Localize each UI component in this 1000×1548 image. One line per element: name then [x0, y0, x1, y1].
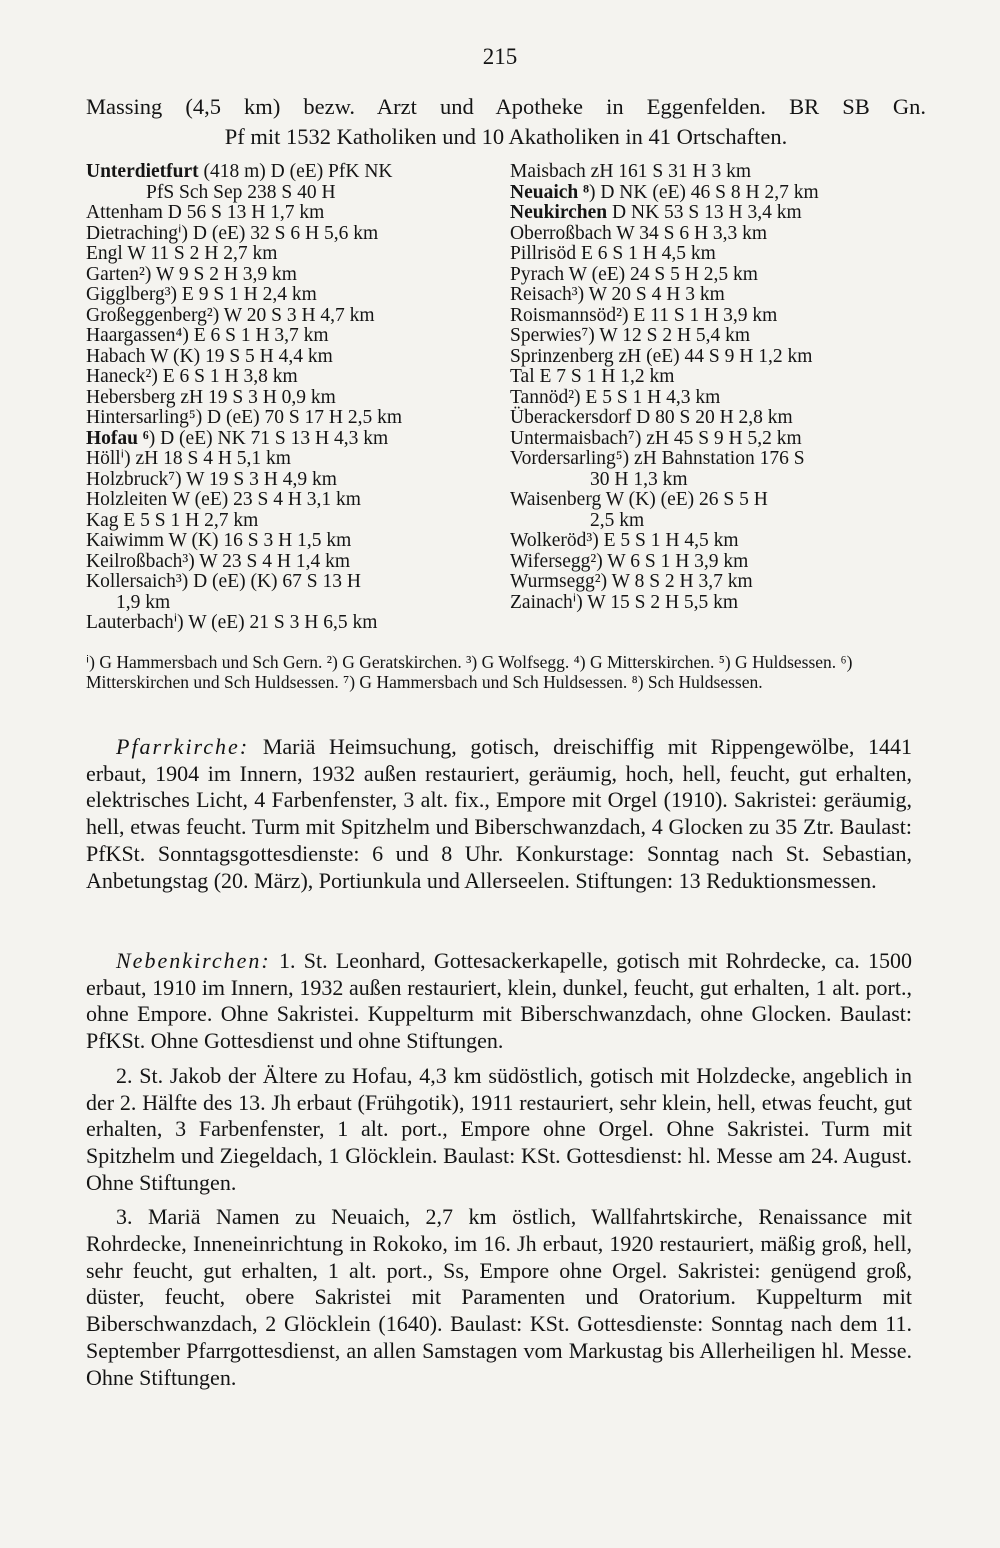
list-item: Tal E 7 S 1 H 1,2 km	[510, 366, 675, 387]
list-item: Wolkeröd³) E 5 S 1 H 4,5 km	[510, 530, 739, 551]
list-item: Gigglberg³) E 9 S 1 H 2,4 km	[86, 284, 317, 305]
list-item: Pyrach W (eE) 24 S 5 H 2,5 km	[510, 263, 758, 285]
list-item: Keilroßbach³) W 23 S 4 H 1,4 km	[86, 550, 351, 572]
list-item: Überackersdorf D 80 S 20 H 2,8 km	[510, 407, 793, 428]
list-item: Reisach³) W 20 S 4 H 3 km	[510, 284, 725, 305]
intro-line-1: Massing (4,5 km) bezw. Arzt und Apotheke in Eggenfelden. BR SB Gn.	[86, 94, 926, 119]
list-item: Habach W (K) 19 S 5 H 4,4 km	[86, 345, 333, 367]
section-label: Pfarrkirche:	[116, 734, 250, 759]
list-item: Hintersarling⁵) D (eE) 70 S 17 H 2,5 km	[86, 407, 403, 428]
list-item: Neuaich ⁸) D NK (eE) 46 S 8 H 2,7 km	[510, 181, 819, 203]
list-item: Engl W 11 S 2 H 2,7 km	[86, 243, 278, 264]
list-item: Attenham D 56 S 13 H 1,7 km	[86, 202, 325, 223]
paragraph: 3. Mariä Namen zu Neuaich, 2,7 km östlich, Wallfahrtskirche, Renaissance mit Rohrdecke, Inneneinrichtung in Rokoko, im 16. Jh erbaut, 1920 restauriert, mäßig groß, hell, sehr feucht, gut erhalten, 1 alt. port., Ss, Empore ohne Orgel. Sakristei: genügend groß, düster, feucht, obere Sakristei mit Paramenten und Oratorium. Kuppelturm mit Biberschwanzdach, 2 Glöcklein (1640). Baulast: KSt. Gottesdienste: Sonntag nach dem 11. September Pfarrgottesdienst, an allen Samstagen vom Markustag bis Allerheiligen hl. Messe. Ohne Stiftungen.	[86, 1204, 912, 1390]
footnotes: ⁱ) G Hammersbach und Sch Gern. ²) G Geratskirchen. ³) G Wolfsegg. ⁴) G Mitterskirchen. ⁵) G Huldsessen. ⁶) Mitterskirchen und Sch Huldsessen. ⁷) G Hammersbach und Sch Huldsessen. ⁸) Sch Huldsessen.	[86, 652, 853, 692]
locality-list-left	[86, 162, 506, 634]
list-item: Hebersberg zH 19 S 3 H 0,9 km	[86, 386, 336, 408]
list-item: Höllⁱ) zH 18 S 4 H 5,1 km	[86, 448, 291, 469]
intro-line-2: Pf mit 1532 Katholiken und 10 Akatholiken in 41 Ortschaften.	[224, 124, 788, 149]
list-item: Großeggenberg²) W 20 S 3 H 4,7 km	[86, 304, 375, 326]
list-item: Roismannsöd²) E 11 S 1 H 3,9 km	[510, 304, 778, 326]
list-item: Haneck²) E 6 S 1 H 3,8 km	[86, 366, 298, 387]
pfarrkirche-paragraph	[86, 734, 912, 894]
locality-name-bold: Unterdietfurt	[86, 161, 199, 182]
list-item: Unterdietfurt (418 m) D (eE) PfK NK	[86, 161, 393, 182]
list-item: Kaiwimm W (K) 16 S 3 H 1,5 km	[86, 530, 352, 551]
list-item: Vordersarling⁵) zH Bahnstation 176 S	[510, 448, 805, 469]
list-item: Pillrisöd E 6 S 1 H 4,5 km	[510, 243, 716, 264]
list-item: Kollersaich³) D (eE) (K) 67 S 13 H	[86, 571, 361, 592]
locality-name-bold: Hofau ⁶	[86, 427, 149, 449]
list-item: Holzleiten W (eE) 23 S 4 H 3,1 km	[86, 489, 361, 510]
locality-name-bold: Neukirchen	[510, 202, 608, 223]
list-item: Oberroßbach W 34 S 6 H 3,3 km	[510, 222, 768, 244]
nebenkirchen-section	[86, 948, 912, 1391]
locality-list-right	[510, 162, 930, 613]
list-item: Garten²) W 9 S 2 H 3,9 km	[86, 263, 297, 285]
paragraph: 2. St. Jakob der Ältere zu Hofau, 4,3 km südöstlich, gotisch mit Holzdecke, angeblich in der 2. Hälfte des 13. Jh erbaut (Frühgotik), 1911 restauriert, sehr klein, hell, etwas feucht, gut erhalten, 3 Farbenfenster, 1 alt. port., Empore ohne Orgel. Ohne Sakristei. Turm mit Spitzhelm und Ziegeldach, 1 Glöcklein. Baulast: KSt. Gottesdienst: hl. Messe am 24. August. Ohne Stiftungen.	[86, 1062, 912, 1195]
page-number: 215	[482, 44, 518, 69]
list-item: Dietrachingⁱ) D (eE) 32 S 6 H 5,6 km	[86, 222, 379, 244]
list-item: Haargassen⁴) E 6 S 1 H 3,7 km	[86, 325, 329, 346]
list-item: Untermaisbach⁷) zH 45 S 9 H 5,2 km	[510, 427, 802, 449]
list-item-continuation: 1,9 km	[116, 591, 171, 613]
list-item: Hofau ⁶) D (eE) NK 71 S 13 H 4,3 km	[86, 427, 389, 449]
locality-name-bold: Neuaich ⁸	[510, 181, 589, 203]
list-item: Tannöd²) E 5 S 1 H 4,3 km	[510, 386, 721, 408]
list-item-continuation: 30 H 1,3 km	[590, 468, 688, 490]
section-label: Nebenkirchen:	[116, 948, 271, 973]
list-item-continuation: 2,5 km	[590, 509, 645, 531]
list-item: Neukirchen D NK 53 S 13 H 3,4 km	[510, 202, 802, 223]
list-item: Sprinzenberg zH (eE) 44 S 9 H 1,2 km	[510, 345, 813, 367]
paragraph	[86, 948, 912, 1055]
list-item: Wurmsegg²) W 8 S 2 H 3,7 km	[510, 571, 753, 592]
parish-intro	[86, 92, 926, 152]
list-item: Wifersegg²) W 6 S 1 H 3,9 km	[510, 550, 749, 572]
list-item: Zainachⁱ) W 15 S 2 H 5,5 km	[510, 591, 739, 613]
list-item: Lauterbachⁱ) W (eE) 21 S 3 H 6,5 km	[86, 612, 378, 633]
paragraph-text: Mariä Heimsuchung, gotisch, dreischiffig mit Rippengewölbe, 1441 erbaut, 1904 im Innern, 1932 außen restauriert, geräumig, hoch, hell, feucht, gut erhalten, elektrisches Licht, 4 Farbenfenster, 3 alt. fix., Empore mit Orgel (1910). Sakristei: geräumig, hell, etwas feucht. Turm mit Spitzhelm und Biberschwanzdach, 4 Glocken zu 35 Ztr. Baulast: PfKSt. Sonntagsgottesdienste: 6 und 8 Uhr. Konkurstage: Sonntag nach St. Sebastian, Anbetungstag (20. März), Portiunkula und Allerseelen. Stiftungen: 13 Reduktionsmessen.	[86, 734, 912, 893]
list-item: Waisenberg W (K) (eE) 26 S 5 H	[510, 489, 768, 510]
paragraph-text: 1. St. Leonhard, Gottesackerkapelle, gotisch mit Rohrdecke, ca. 1500 erbaut, 1910 im Innern, 1932 außen restauriert, klein, dunkel, feucht, gut erhalten, 1 alt. port., ohne Empore. Ohne Sakristei. Kuppelturm mit Biberschwanzdach, ohne Glocken. Baulast: PfKSt. Ohne Gottesdienst und ohne Stiftungen.	[86, 948, 912, 1054]
list-item: Kag E 5 S 1 H 2,7 km	[86, 509, 259, 531]
list-item: Sperwies⁷) W 12 S 2 H 5,4 km	[510, 325, 751, 346]
list-item: Maisbach zH 161 S 31 H 3 km	[510, 161, 752, 182]
list-item: PfS Sch Sep 238 S 40 H	[146, 181, 336, 203]
list-item: Holzbruck⁷) W 19 S 3 H 4,9 km	[86, 468, 337, 490]
